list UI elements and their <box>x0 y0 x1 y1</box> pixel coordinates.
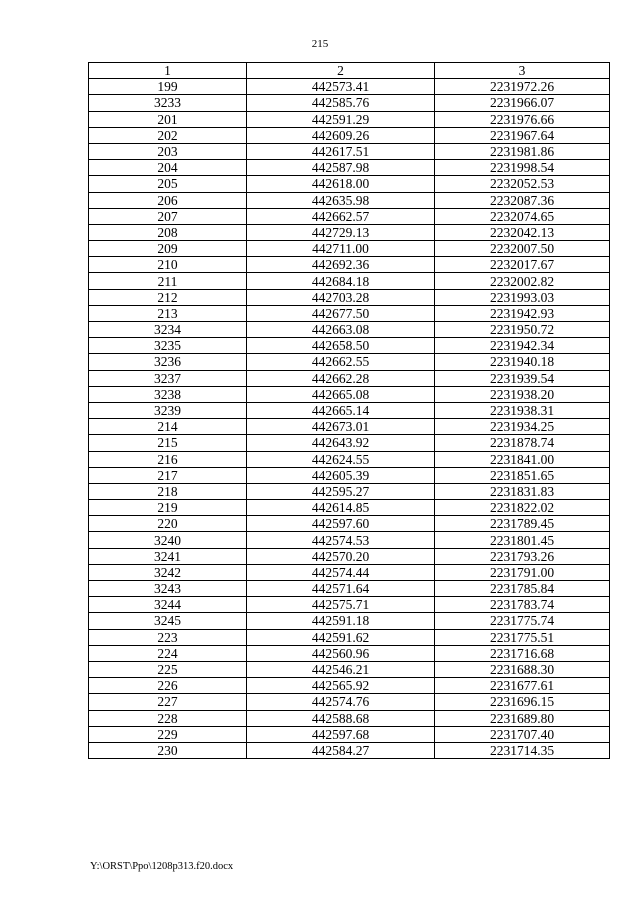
x-coordinate-cell: 442597.60 <box>247 516 435 532</box>
y-coordinate-cell: 2231939.54 <box>435 370 610 386</box>
point-number-cell: 224 <box>89 645 247 661</box>
y-coordinate-cell: 2231793.26 <box>435 548 610 564</box>
coordinates-table <box>88 62 610 759</box>
x-coordinate-cell: 442643.92 <box>247 435 435 451</box>
table-row <box>89 710 610 726</box>
point-number-cell: 3236 <box>89 354 247 370</box>
table-row <box>89 95 610 111</box>
y-coordinate-cell: 2231801.45 <box>435 532 610 548</box>
point-number-cell: 215 <box>89 435 247 451</box>
table-row <box>89 160 610 176</box>
point-number-cell: 210 <box>89 257 247 273</box>
table-row <box>89 273 610 289</box>
y-coordinate-cell: 2231775.51 <box>435 629 610 645</box>
x-coordinate-cell: 442591.18 <box>247 613 435 629</box>
x-coordinate-cell: 442662.28 <box>247 370 435 386</box>
x-coordinate-cell: 442587.98 <box>247 160 435 176</box>
table-row <box>89 143 610 159</box>
table-row <box>89 322 610 338</box>
table-row <box>89 370 610 386</box>
x-coordinate-cell: 442546.21 <box>247 661 435 677</box>
point-number-cell: 202 <box>89 127 247 143</box>
y-coordinate-cell: 2231714.35 <box>435 742 610 758</box>
table-row <box>89 451 610 467</box>
table-row <box>89 111 610 127</box>
point-number-cell: 227 <box>89 694 247 710</box>
y-coordinate-cell: 2231950.72 <box>435 322 610 338</box>
point-number-cell: 3238 <box>89 386 247 402</box>
table-row <box>89 289 610 305</box>
x-coordinate-cell: 442692.36 <box>247 257 435 273</box>
x-coordinate-cell: 442665.08 <box>247 386 435 402</box>
point-number-cell: 226 <box>89 678 247 694</box>
table-row <box>89 127 610 143</box>
x-coordinate-cell: 442574.76 <box>247 694 435 710</box>
table-row <box>89 241 610 257</box>
table-row <box>89 338 610 354</box>
table-row <box>89 678 610 694</box>
point-number-cell: 216 <box>89 451 247 467</box>
y-coordinate-cell: 2231789.45 <box>435 516 610 532</box>
x-coordinate-cell: 442663.08 <box>247 322 435 338</box>
table-row <box>89 483 610 499</box>
y-coordinate-cell: 2231972.26 <box>435 79 610 95</box>
table-header-row <box>89 63 610 79</box>
table-row <box>89 79 610 95</box>
column-header-2: 2 <box>247 63 435 79</box>
x-coordinate-cell: 442677.50 <box>247 305 435 321</box>
y-coordinate-cell: 2231998.54 <box>435 160 610 176</box>
y-coordinate-cell: 2231688.30 <box>435 661 610 677</box>
table-row <box>89 694 610 710</box>
y-coordinate-cell: 2231785.84 <box>435 581 610 597</box>
point-number-cell: 3245 <box>89 613 247 629</box>
point-number-cell: 228 <box>89 710 247 726</box>
table-row <box>89 208 610 224</box>
table-row <box>89 224 610 240</box>
table-row <box>89 581 610 597</box>
table-row <box>89 419 610 435</box>
x-coordinate-cell: 442585.76 <box>247 95 435 111</box>
x-coordinate-cell: 442591.29 <box>247 111 435 127</box>
x-coordinate-cell: 442662.57 <box>247 208 435 224</box>
table-row <box>89 354 610 370</box>
point-number-cell: 220 <box>89 516 247 532</box>
point-number-cell: 208 <box>89 224 247 240</box>
x-coordinate-cell: 442624.55 <box>247 451 435 467</box>
y-coordinate-cell: 2232017.67 <box>435 257 610 273</box>
table-row <box>89 435 610 451</box>
y-coordinate-cell: 2231716.68 <box>435 645 610 661</box>
y-coordinate-cell: 2231851.65 <box>435 467 610 483</box>
point-number-cell: 201 <box>89 111 247 127</box>
table-row <box>89 726 610 742</box>
x-coordinate-cell: 442560.96 <box>247 645 435 661</box>
point-number-cell: 225 <box>89 661 247 677</box>
y-coordinate-cell: 2232087.36 <box>435 192 610 208</box>
table-row <box>89 257 610 273</box>
point-number-cell: 3234 <box>89 322 247 338</box>
point-number-cell: 3235 <box>89 338 247 354</box>
y-coordinate-cell: 2231878.74 <box>435 435 610 451</box>
table-row <box>89 176 610 192</box>
table-row <box>89 661 610 677</box>
y-coordinate-cell: 2231967.64 <box>435 127 610 143</box>
table-row <box>89 500 610 516</box>
table-row <box>89 597 610 613</box>
y-coordinate-cell: 2231822.02 <box>435 500 610 516</box>
point-number-cell: 218 <box>89 483 247 499</box>
table-row <box>89 613 610 629</box>
column-header-1: 1 <box>89 63 247 79</box>
point-number-cell: 212 <box>89 289 247 305</box>
table-row <box>89 402 610 418</box>
y-coordinate-cell: 2231707.40 <box>435 726 610 742</box>
table-row <box>89 305 610 321</box>
x-coordinate-cell: 442729.13 <box>247 224 435 240</box>
footer-file-path: Y:\ORST\Ppo\1208p313.f20.docx <box>90 861 234 872</box>
point-number-cell: 205 <box>89 176 247 192</box>
x-coordinate-cell: 442614.85 <box>247 500 435 516</box>
table-row <box>89 532 610 548</box>
x-coordinate-cell: 442575.71 <box>247 597 435 613</box>
x-coordinate-cell: 442665.14 <box>247 402 435 418</box>
y-coordinate-cell: 2231966.07 <box>435 95 610 111</box>
table-header <box>89 63 610 79</box>
column-header-3: 3 <box>435 63 610 79</box>
page-number: 215 <box>311 38 329 50</box>
y-coordinate-cell: 2232052.53 <box>435 176 610 192</box>
y-coordinate-cell: 2231938.31 <box>435 402 610 418</box>
y-coordinate-cell: 2232007.50 <box>435 241 610 257</box>
y-coordinate-cell: 2231696.15 <box>435 694 610 710</box>
y-coordinate-cell: 2231791.00 <box>435 564 610 580</box>
point-number-cell: 3241 <box>89 548 247 564</box>
table-row <box>89 516 610 532</box>
point-number-cell: 223 <box>89 629 247 645</box>
table-row <box>89 564 610 580</box>
table-row <box>89 192 610 208</box>
point-number-cell: 229 <box>89 726 247 742</box>
point-number-cell: 213 <box>89 305 247 321</box>
table-row <box>89 467 610 483</box>
table-body <box>89 79 610 759</box>
point-number-cell: 209 <box>89 241 247 257</box>
point-number-cell: 203 <box>89 143 247 159</box>
y-coordinate-cell: 2231942.93 <box>435 305 610 321</box>
point-number-cell: 230 <box>89 742 247 758</box>
point-number-cell: 3239 <box>89 402 247 418</box>
y-coordinate-cell: 2231938.20 <box>435 386 610 402</box>
y-coordinate-cell: 2231934.25 <box>435 419 610 435</box>
x-coordinate-cell: 442574.53 <box>247 532 435 548</box>
y-coordinate-cell: 2232002.82 <box>435 273 610 289</box>
y-coordinate-cell: 2231981.86 <box>435 143 610 159</box>
x-coordinate-cell: 442618.00 <box>247 176 435 192</box>
y-coordinate-cell: 2231689.80 <box>435 710 610 726</box>
point-number-cell: 206 <box>89 192 247 208</box>
y-coordinate-cell: 2231942.34 <box>435 338 610 354</box>
x-coordinate-cell: 442570.20 <box>247 548 435 564</box>
y-coordinate-cell: 2231993.03 <box>435 289 610 305</box>
x-coordinate-cell: 442617.51 <box>247 143 435 159</box>
x-coordinate-cell: 442673.01 <box>247 419 435 435</box>
x-coordinate-cell: 442584.27 <box>247 742 435 758</box>
point-number-cell: 3233 <box>89 95 247 111</box>
x-coordinate-cell: 442711.00 <box>247 241 435 257</box>
y-coordinate-cell: 2231976.66 <box>435 111 610 127</box>
point-number-cell: 3242 <box>89 564 247 580</box>
y-coordinate-cell: 2232042.13 <box>435 224 610 240</box>
x-coordinate-cell: 442573.41 <box>247 79 435 95</box>
point-number-cell: 3244 <box>89 597 247 613</box>
y-coordinate-cell: 2232074.65 <box>435 208 610 224</box>
x-coordinate-cell: 442703.28 <box>247 289 435 305</box>
x-coordinate-cell: 442658.50 <box>247 338 435 354</box>
point-number-cell: 3237 <box>89 370 247 386</box>
table-row <box>89 386 610 402</box>
point-number-cell: 3240 <box>89 532 247 548</box>
y-coordinate-cell: 2231940.18 <box>435 354 610 370</box>
point-number-cell: 207 <box>89 208 247 224</box>
x-coordinate-cell: 442595.27 <box>247 483 435 499</box>
y-coordinate-cell: 2231677.61 <box>435 678 610 694</box>
y-coordinate-cell: 2231841.00 <box>435 451 610 467</box>
x-coordinate-cell: 442571.64 <box>247 581 435 597</box>
x-coordinate-cell: 442635.98 <box>247 192 435 208</box>
x-coordinate-cell: 442662.55 <box>247 354 435 370</box>
x-coordinate-cell: 442609.26 <box>247 127 435 143</box>
x-coordinate-cell: 442591.62 <box>247 629 435 645</box>
point-number-cell: 211 <box>89 273 247 289</box>
point-number-cell: 217 <box>89 467 247 483</box>
x-coordinate-cell: 442605.39 <box>247 467 435 483</box>
table-row <box>89 629 610 645</box>
point-number-cell: 219 <box>89 500 247 516</box>
table-row <box>89 548 610 564</box>
x-coordinate-cell: 442588.68 <box>247 710 435 726</box>
point-number-cell: 214 <box>89 419 247 435</box>
y-coordinate-cell: 2231783.74 <box>435 597 610 613</box>
x-coordinate-cell: 442574.44 <box>247 564 435 580</box>
point-number-cell: 199 <box>89 79 247 95</box>
x-coordinate-cell: 442684.18 <box>247 273 435 289</box>
point-number-cell: 204 <box>89 160 247 176</box>
table-row <box>89 742 610 758</box>
y-coordinate-cell: 2231831.83 <box>435 483 610 499</box>
point-number-cell: 3243 <box>89 581 247 597</box>
x-coordinate-cell: 442597.68 <box>247 726 435 742</box>
y-coordinate-cell: 2231775.74 <box>435 613 610 629</box>
x-coordinate-cell: 442565.92 <box>247 678 435 694</box>
table-row <box>89 645 610 661</box>
